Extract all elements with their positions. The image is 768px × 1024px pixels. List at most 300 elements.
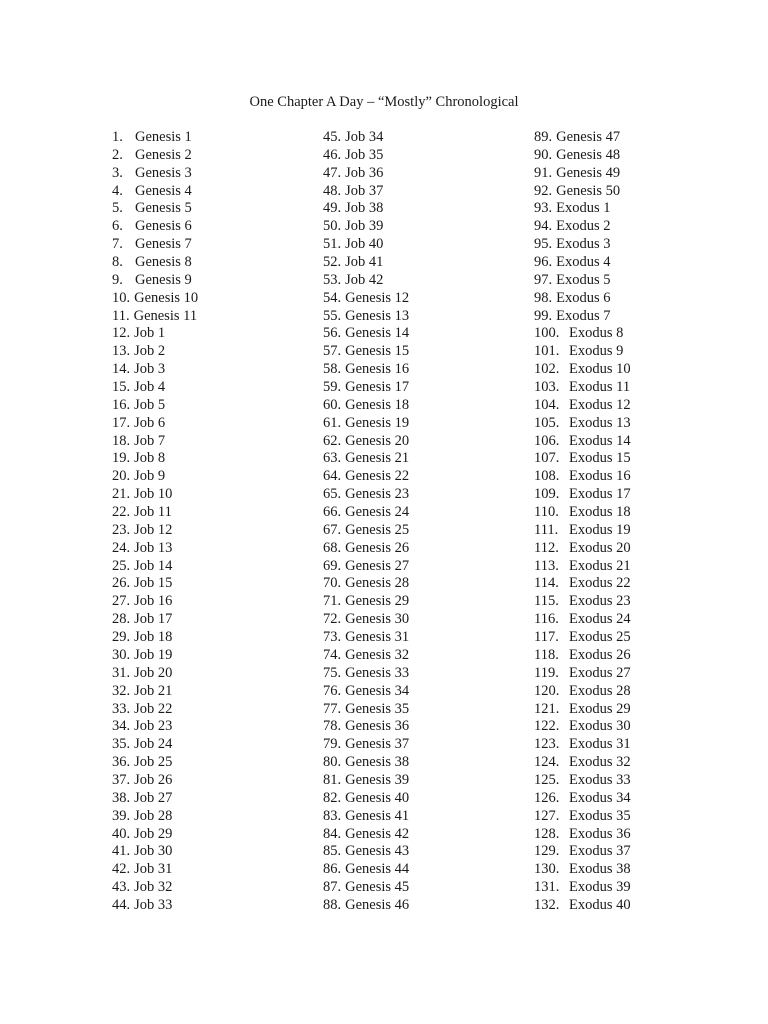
entry-number: 72. <box>323 611 342 628</box>
reading-entry <box>323 772 409 790</box>
reading-entry <box>323 575 409 593</box>
reading-entry <box>323 540 409 558</box>
entry-number: 71. <box>323 593 342 610</box>
entry-number: 8. <box>112 254 123 271</box>
entry-chapter: Job 21 <box>134 682 173 699</box>
entry-chapter: Genesis 40 <box>345 789 410 806</box>
entry-number: 120. <box>534 682 560 699</box>
entry-number: 31. <box>112 664 131 681</box>
entry-number: 109. <box>534 486 560 503</box>
entry-chapter: Genesis 45 <box>345 879 410 896</box>
entry-number: 9. <box>112 271 123 288</box>
entry-chapter: Job 1 <box>134 325 166 342</box>
entry-chapter: Exodus 32 <box>569 754 631 771</box>
entry-chapter: Job 19 <box>134 646 173 663</box>
entry-chapter: Genesis 30 <box>345 611 410 628</box>
entry-chapter: Job 30 <box>134 843 173 860</box>
entry-number: 117. <box>534 629 559 646</box>
reading-entry <box>534 683 631 701</box>
entry-chapter: Job 33 <box>134 896 173 913</box>
entry-number: 85. <box>323 843 342 860</box>
reading-entry <box>112 308 198 326</box>
entry-chapter: Job 34 <box>345 129 384 145</box>
reading-entry <box>323 433 409 451</box>
entry-number: 48. <box>323 182 342 199</box>
entry-number: 34. <box>112 718 131 735</box>
entry-chapter: Exodus 36 <box>569 825 631 842</box>
entry-chapter: Genesis 39 <box>345 771 410 788</box>
entry-number: 54. <box>323 289 342 306</box>
reading-entry <box>534 558 631 576</box>
reading-entry <box>534 147 631 165</box>
entry-chapter: Job 16 <box>134 593 173 610</box>
reading-list-column-1 <box>112 129 198 915</box>
entry-number: 33. <box>112 700 131 717</box>
entry-chapter: Job 22 <box>134 700 173 717</box>
entry-chapter: Genesis 23 <box>345 486 410 503</box>
entry-chapter: Genesis 7 <box>135 236 192 253</box>
reading-entry <box>534 379 631 397</box>
entry-chapter: Genesis 1 <box>135 129 192 145</box>
reading-entry <box>534 790 631 808</box>
entry-chapter: Exodus 13 <box>569 414 631 431</box>
reading-entry <box>112 290 198 308</box>
reading-entry <box>112 183 198 201</box>
reading-entry <box>112 718 198 736</box>
reading-entry <box>112 236 198 254</box>
entry-chapter: Exodus 6 <box>556 289 611 306</box>
reading-entry <box>112 397 198 415</box>
reading-entry <box>534 843 631 861</box>
reading-entry <box>323 629 409 647</box>
entry-number: 107. <box>534 450 560 467</box>
entry-chapter: Exodus 9 <box>569 343 624 360</box>
entry-number: 101. <box>534 343 560 360</box>
reading-entry <box>323 754 409 772</box>
entry-chapter: Genesis 6 <box>135 218 192 235</box>
entry-chapter: Exodus 5 <box>556 271 611 288</box>
entry-chapter: Genesis 20 <box>345 432 410 449</box>
entry-chapter: Genesis 10 <box>134 289 199 306</box>
entry-number: 13. <box>112 343 131 360</box>
entry-number: 6. <box>112 218 123 235</box>
entry-chapter: Job 10 <box>134 486 173 503</box>
reading-entry <box>323 879 409 897</box>
entry-number: 82. <box>323 789 342 806</box>
entry-number: 84. <box>323 825 342 842</box>
entry-chapter: Genesis 38 <box>345 754 410 771</box>
entry-number: 102. <box>534 361 560 378</box>
reading-entry <box>323 897 409 915</box>
reading-entry <box>534 165 631 183</box>
entry-number: 70. <box>323 575 342 592</box>
entry-number: 35. <box>112 736 131 753</box>
reading-entry <box>112 343 198 361</box>
entry-number: 128. <box>534 825 560 842</box>
entry-number: 130. <box>534 861 560 878</box>
entry-number: 24. <box>112 539 131 556</box>
entry-number: 87. <box>323 879 342 896</box>
entry-chapter: Job 15 <box>134 575 173 592</box>
reading-entry <box>323 147 409 165</box>
entry-chapter: Exodus 17 <box>569 486 631 503</box>
reading-entry <box>534 272 631 290</box>
reading-entry <box>323 504 409 522</box>
entry-chapter: Exodus 16 <box>569 468 631 485</box>
entry-number: 93. <box>534 200 553 217</box>
entry-chapter: Job 36 <box>345 164 384 181</box>
entry-chapter: Genesis 19 <box>345 414 410 431</box>
reading-entry <box>323 486 409 504</box>
entry-chapter: Exodus 8 <box>569 325 624 342</box>
entry-number: 91. <box>534 164 553 181</box>
entry-chapter: Exodus 7 <box>556 307 611 324</box>
entry-number: 26. <box>112 575 131 592</box>
entry-chapter: Genesis 12 <box>345 289 410 306</box>
entry-chapter: Genesis 8 <box>135 254 192 271</box>
entry-chapter: Job 40 <box>345 236 384 253</box>
entry-number: 132. <box>534 896 560 913</box>
entry-number: 65. <box>323 486 342 503</box>
entry-number: 94. <box>534 218 553 235</box>
entry-chapter: Exodus 3 <box>556 236 611 253</box>
reading-entry <box>112 147 198 165</box>
entry-chapter: Genesis 29 <box>345 593 410 610</box>
entry-number: 83. <box>323 807 342 824</box>
entry-chapter: Exodus 33 <box>569 771 631 788</box>
reading-entry <box>323 397 409 415</box>
entry-chapter: Genesis 21 <box>345 450 410 467</box>
entry-chapter: Job 27 <box>134 789 173 806</box>
reading-entry <box>112 647 198 665</box>
entry-number: 42. <box>112 861 131 878</box>
entry-chapter: Genesis 35 <box>345 700 410 717</box>
entry-number: 37. <box>112 771 131 788</box>
reading-entry <box>534 593 631 611</box>
reading-entry <box>534 308 631 326</box>
entry-number: 113. <box>534 557 559 574</box>
reading-entry <box>534 129 631 147</box>
entry-chapter: Genesis 41 <box>345 807 410 824</box>
entry-chapter: Job 13 <box>134 539 173 556</box>
reading-entry <box>534 826 631 844</box>
entry-chapter: Genesis 46 <box>345 896 410 913</box>
entry-number: 68. <box>323 539 342 556</box>
entry-number: 51. <box>323 236 342 253</box>
entry-number: 18. <box>112 432 131 449</box>
entry-number: 108. <box>534 468 560 485</box>
entry-chapter: Job 28 <box>134 807 173 824</box>
reading-entry <box>534 897 631 915</box>
entry-chapter: Job 20 <box>134 664 173 681</box>
reading-entry <box>534 629 631 647</box>
reading-entry <box>323 826 409 844</box>
reading-entry <box>112 665 198 683</box>
entry-chapter: Genesis 24 <box>345 504 410 521</box>
reading-entry <box>112 701 198 719</box>
entry-chapter: Exodus 19 <box>569 521 631 538</box>
reading-entry <box>112 879 198 897</box>
reading-entry <box>112 325 198 343</box>
entry-number: 38. <box>112 789 131 806</box>
entry-chapter: Genesis 33 <box>345 664 410 681</box>
entry-number: 64. <box>323 468 342 485</box>
reading-list-column-2 <box>323 129 409 915</box>
entry-chapter: Job 5 <box>134 396 166 413</box>
entry-chapter: Job 7 <box>134 432 166 449</box>
reading-entry <box>112 843 198 861</box>
entry-number: 111. <box>534 521 559 538</box>
reading-entry <box>323 129 409 147</box>
reading-entry <box>323 450 409 468</box>
entry-chapter: Exodus 40 <box>569 896 631 913</box>
reading-entry <box>323 308 409 326</box>
entry-chapter: Genesis 44 <box>345 861 410 878</box>
entry-number: 66. <box>323 504 342 521</box>
reading-entry <box>112 683 198 701</box>
entry-number: 46. <box>323 146 342 163</box>
entry-chapter: Exodus 15 <box>569 450 631 467</box>
reading-entry <box>323 468 409 486</box>
entry-chapter: Job 31 <box>134 861 173 878</box>
entry-number: 19. <box>112 450 131 467</box>
reading-entry <box>323 808 409 826</box>
entry-number: 30. <box>112 646 131 663</box>
entry-number: 77. <box>323 700 342 717</box>
reading-entry <box>534 290 631 308</box>
entry-chapter: Genesis 2 <box>135 146 192 163</box>
entry-number: 110. <box>534 504 559 521</box>
reading-entry <box>323 361 409 379</box>
reading-entry <box>323 379 409 397</box>
page-title: One Chapter A Day – “Mostly” Chronological <box>249 94 519 110</box>
reading-entry <box>323 165 409 183</box>
reading-entry <box>112 754 198 772</box>
entry-chapter: Genesis 3 <box>135 164 192 181</box>
reading-entry <box>112 575 198 593</box>
entry-number: 47. <box>323 164 342 181</box>
reading-entry <box>112 826 198 844</box>
entry-number: 22. <box>112 504 131 521</box>
entry-number: 36. <box>112 754 131 771</box>
entry-chapter: Genesis 47 <box>556 129 621 145</box>
entry-chapter: Genesis 4 <box>135 182 192 199</box>
reading-entry <box>534 468 631 486</box>
reading-entry <box>112 611 198 629</box>
entry-chapter: Exodus 29 <box>569 700 631 717</box>
entry-number: 45. <box>323 129 342 145</box>
reading-entry <box>534 772 631 790</box>
reading-entry <box>534 433 631 451</box>
entry-chapter: Job 18 <box>134 629 173 646</box>
entry-chapter: Exodus 34 <box>569 789 631 806</box>
entry-number: 105. <box>534 414 560 431</box>
entry-chapter: Job 23 <box>134 718 173 735</box>
entry-number: 49. <box>323 200 342 217</box>
entry-number: 55. <box>323 307 342 324</box>
reading-entry <box>112 808 198 826</box>
entry-number: 14. <box>112 361 131 378</box>
reading-entry <box>323 611 409 629</box>
entry-chapter: Job 41 <box>345 254 384 271</box>
entry-chapter: Genesis 16 <box>345 361 410 378</box>
entry-chapter: Exodus 38 <box>569 861 631 878</box>
entry-chapter: Genesis 37 <box>345 736 410 753</box>
entry-number: 73. <box>323 629 342 646</box>
reading-entry <box>323 790 409 808</box>
entry-number: 114. <box>534 575 559 592</box>
entry-chapter: Job 6 <box>134 414 166 431</box>
entry-number: 119. <box>534 664 559 681</box>
entry-number: 62. <box>323 432 342 449</box>
entry-chapter: Exodus 18 <box>569 504 631 521</box>
reading-entry <box>534 415 631 433</box>
reading-entry <box>112 200 198 218</box>
entry-chapter: Exodus 12 <box>569 396 631 413</box>
reading-entry <box>112 540 198 558</box>
entry-number: 25. <box>112 557 131 574</box>
entry-number: 123. <box>534 736 560 753</box>
entry-chapter: Exodus 25 <box>569 629 631 646</box>
entry-number: 60. <box>323 396 342 413</box>
entry-number: 106. <box>534 432 560 449</box>
reading-entry <box>534 522 631 540</box>
entry-chapter: Job 38 <box>345 200 384 217</box>
entry-number: 125. <box>534 771 560 788</box>
entry-number: 21. <box>112 486 131 503</box>
entry-number: 78. <box>323 718 342 735</box>
entry-chapter: Job 26 <box>134 771 173 788</box>
reading-entry <box>534 879 631 897</box>
entry-chapter: Job 9 <box>134 468 166 485</box>
reading-entry <box>323 718 409 736</box>
entry-chapter: Job 17 <box>134 611 173 628</box>
entry-number: 131. <box>534 879 560 896</box>
reading-entry <box>112 165 198 183</box>
reading-entry <box>112 468 198 486</box>
entry-chapter: Exodus 11 <box>569 379 631 396</box>
entry-number: 86. <box>323 861 342 878</box>
entry-number: 92. <box>534 182 553 199</box>
entry-chapter: Job 11 <box>134 504 172 521</box>
reading-entry <box>534 361 631 379</box>
reading-entry <box>323 665 409 683</box>
entry-number: 97. <box>534 271 553 288</box>
reading-entry <box>534 325 631 343</box>
entry-number: 126. <box>534 789 560 806</box>
entry-chapter: Genesis 42 <box>345 825 410 842</box>
entry-number: 96. <box>534 254 553 271</box>
entry-chapter: Genesis 50 <box>556 182 621 199</box>
entry-chapter: Genesis 31 <box>345 629 410 646</box>
entry-chapter: Job 8 <box>134 450 166 467</box>
entry-chapter: Genesis 13 <box>345 307 410 324</box>
reading-entry <box>323 183 409 201</box>
entry-number: 10. <box>112 289 131 306</box>
entry-chapter: Genesis 17 <box>345 379 410 396</box>
entry-chapter: Job 24 <box>134 736 173 753</box>
reading-entry <box>323 218 409 236</box>
entry-chapter: Exodus 2 <box>556 218 611 235</box>
entry-number: 20. <box>112 468 131 485</box>
reading-entry <box>534 343 631 361</box>
reading-entry <box>112 415 198 433</box>
entry-number: 99. <box>534 307 553 324</box>
entry-number: 121. <box>534 700 560 717</box>
reading-entry <box>534 504 631 522</box>
reading-entry <box>323 558 409 576</box>
entry-number: 74. <box>323 646 342 663</box>
reading-entry <box>112 558 198 576</box>
reading-entry <box>112 272 198 290</box>
reading-entry <box>323 701 409 719</box>
reading-entry <box>534 754 631 772</box>
entry-number: 43. <box>112 879 131 896</box>
entry-chapter: Genesis 43 <box>345 843 410 860</box>
entry-number: 59. <box>323 379 342 396</box>
entry-chapter: Job 2 <box>134 343 166 360</box>
reading-entry <box>534 611 631 629</box>
reading-entry <box>534 665 631 683</box>
reading-entry <box>534 540 631 558</box>
entry-number: 63. <box>323 450 342 467</box>
reading-entry <box>534 200 631 218</box>
entry-chapter: Exodus 37 <box>569 843 631 860</box>
entry-number: 29. <box>112 629 131 646</box>
entry-number: 118. <box>534 646 559 663</box>
entry-chapter: Genesis 48 <box>556 146 621 163</box>
reading-entry <box>534 397 631 415</box>
reading-entry <box>534 254 631 272</box>
entry-chapter: Exodus 30 <box>569 718 631 735</box>
entry-number: 100. <box>534 325 560 342</box>
reading-entry <box>534 218 631 236</box>
reading-entry <box>323 861 409 879</box>
entry-chapter: Job 35 <box>345 146 384 163</box>
entry-chapter: Genesis 15 <box>345 343 410 360</box>
reading-entry <box>323 343 409 361</box>
entry-chapter: Genesis 11 <box>133 307 198 324</box>
reading-entry <box>534 736 631 754</box>
entry-number: 90. <box>534 146 553 163</box>
reading-entry <box>323 290 409 308</box>
entry-chapter: Genesis 34 <box>345 682 410 699</box>
reading-entry <box>534 701 631 719</box>
entry-chapter: Exodus 14 <box>569 432 631 449</box>
reading-entry <box>323 683 409 701</box>
entry-number: 61. <box>323 414 342 431</box>
reading-entry <box>323 593 409 611</box>
reading-entry <box>112 450 198 468</box>
entry-number: 103. <box>534 379 560 396</box>
entry-chapter: Genesis 36 <box>345 718 410 735</box>
entry-number: 98. <box>534 289 553 306</box>
reading-entry <box>112 361 198 379</box>
entry-chapter: Genesis 26 <box>345 539 410 556</box>
entry-number: 3. <box>112 164 123 181</box>
entry-number: 7. <box>112 236 123 253</box>
entry-chapter: Genesis 18 <box>345 396 410 413</box>
reading-entry <box>534 575 631 593</box>
reading-entry <box>534 450 631 468</box>
entry-number: 112. <box>534 539 559 556</box>
reading-entry <box>112 504 198 522</box>
entry-chapter: Genesis 28 <box>345 575 410 592</box>
entry-chapter: Genesis 9 <box>135 271 192 288</box>
reading-entry <box>112 629 198 647</box>
entry-chapter: Job 12 <box>134 521 173 538</box>
entry-number: 44. <box>112 896 131 913</box>
